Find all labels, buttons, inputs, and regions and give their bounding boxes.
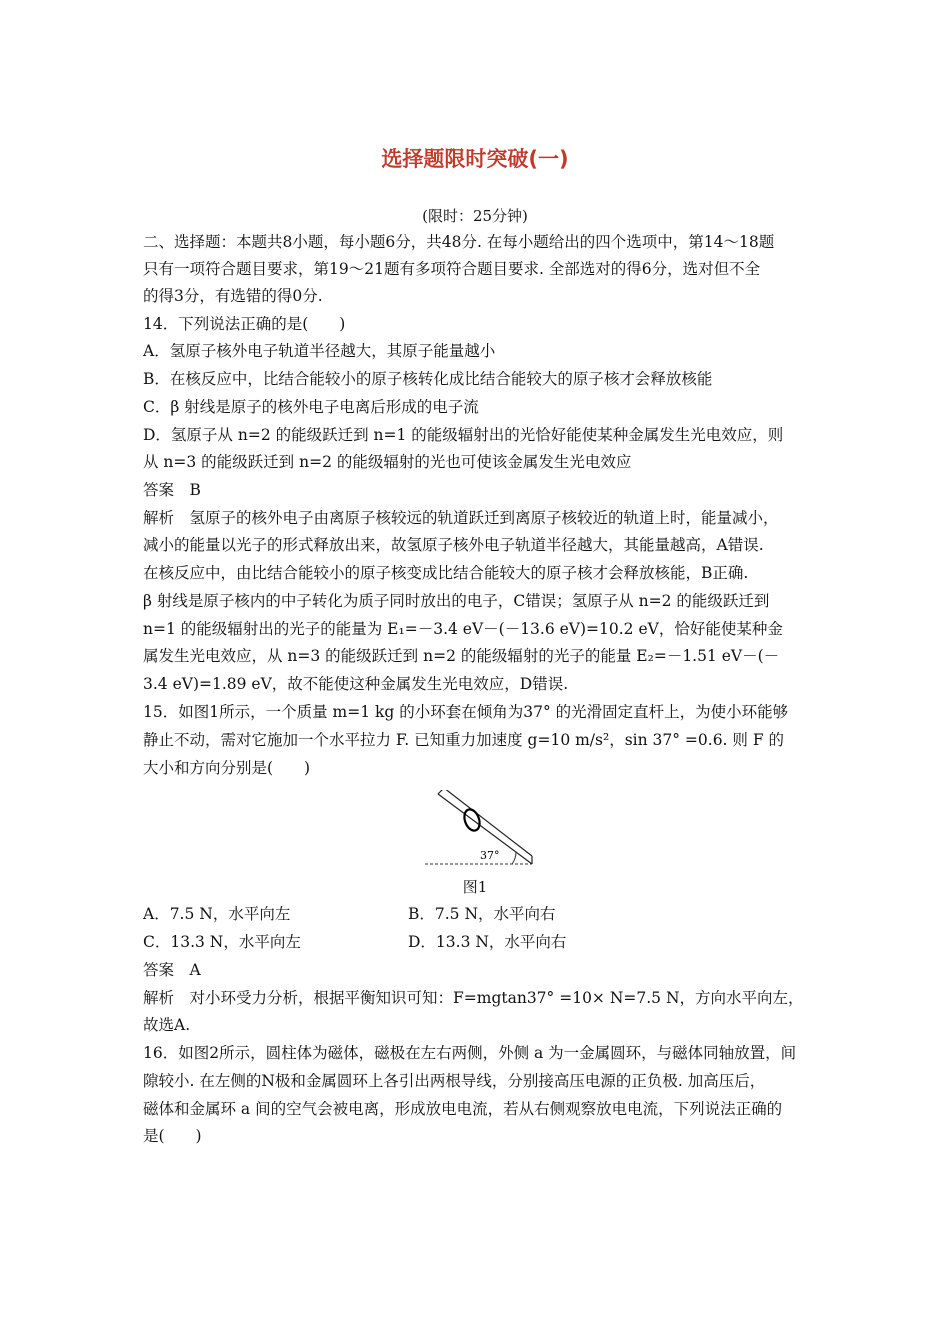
q16-stem-line: 磁体和金属环 a 间的空气会被电离，形成放电电流，若从右侧观察放电电流，下列说法正确的	[143, 1100, 783, 1118]
q15-option-c: C．13.3 N，水平向左	[143, 933, 301, 951]
intro-line: 只有一项符合题目要求，第19～21题有多项符合题目要求. 全部选对的得6分，选对但不全	[143, 260, 761, 278]
q16-stem-line: 是( )	[143, 1127, 202, 1145]
angle-label: 37°	[480, 849, 500, 862]
q15-analysis-line: 解析 对小环受力分析，根据平衡知识可知：F=mgtan37° =10× N=7.5 N，方向水平向左，	[143, 989, 804, 1007]
q15-stem-line: 静止不动，需对它施加一个水平拉力 F. 已知重力加速度 g=10 m/s²，sin 37° =0.6. 则 F 的	[143, 731, 785, 749]
q15-option-b: B．7.5 N，水平向右	[408, 905, 556, 923]
incline-rod-figure	[420, 790, 540, 870]
q14-option-d-cont: 从 n=3 的能级跃迁到 n=2 的能级辐射的光也可使该金属发生光电效应	[143, 453, 632, 471]
q14-analysis-line: 3.4 eV)=1.89 eV，故不能使这种金属发生光电效应，D错误.	[143, 675, 569, 693]
q14-analysis-line: n=1 的能级辐射出的光子的能量为 E₁=－3.4 eV－(－13.6 eV)=10.2 eV，恰好能使某种金	[143, 620, 783, 638]
q14-analysis-line: 在核反应中，由比结合能较小的原子核变成比结合能较大的原子核才会释放核能，B正确.	[143, 564, 749, 582]
q14-analysis-line: β 射线是原子核内的中子转化为质子同时放出的电子，C错误；氢原子从 n=2 的能级跃迁到	[143, 592, 770, 610]
q14-option-c: C．β 射线是原子的核外电子电离后形成的电子流	[143, 398, 479, 416]
q16-stem-line: 隙较小. 在左侧的N极和金属圆环上各引出两根导线，分别接高压电源的正负极. 加高压后，	[143, 1072, 766, 1090]
q15-answer: 答案 A	[143, 961, 201, 979]
q14-option-d: D．氢原子从 n=2 的能级跃迁到 n=1 的能级辐射出的光恰好能使某种金属发生光电效应，则	[143, 426, 784, 444]
page-title: 选择题限时突破(一)	[381, 147, 569, 171]
intro-line: 的得3分，有选错的得0分.	[143, 287, 323, 305]
angle-arc	[512, 852, 516, 864]
q16-stem-line: 16．如图2所示，圆柱体为磁体，磁极在左右两侧，外侧 a 为一金属圆环，与磁体同轴放置，间	[143, 1044, 797, 1062]
q15-option-d: D．13.3 N，水平向右	[408, 933, 567, 951]
q14-analysis-line: 解析 氢原子的核外电子由离原子核较远的轨道跃迁到离原子核较近的轨道上时，能量减小，	[143, 509, 779, 527]
q15-option-a: A．7.5 N，水平向左	[143, 905, 291, 923]
intro-line: 二、选择题：本题共8小题，每小题6分，共48分. 在每小题给出的四个选项中，第14～18题	[143, 233, 775, 251]
q15-analysis-line: 故选A.	[143, 1016, 191, 1034]
q14-analysis-line: 减小的能量以光子的形式释放出来，故氢原子核外电子轨道半径越大，其能量越高，A错误.	[143, 536, 764, 554]
q14-option-b: B．在核反应中，比结合能较小的原子核转化成比结合能较大的原子核才会释放核能	[143, 370, 713, 388]
q14-analysis-line: 属发生光电效应，从 n=3 的能级跃迁到 n=2 的能级辐射的光子的能量 E₂=－1.51 eV－(－	[143, 647, 780, 665]
q14-option-a: A．氢原子核外电子轨道半径越大，其原子能量越小	[143, 342, 496, 360]
q15-stem-line: 15．如图1所示，一个质量 m=1 kg 的小环套在倾角为37° 的光滑固定直杆上，为使小环能够	[143, 703, 789, 721]
q14-answer: 答案 B	[143, 481, 201, 499]
time-limit: (限时：25分钟)	[422, 207, 528, 225]
figure-caption: 图1	[462, 878, 488, 896]
q15-stem-line: 大小和方向分别是( )	[143, 759, 311, 777]
q14-stem: 14．下列说法正确的是( )	[143, 315, 346, 333]
